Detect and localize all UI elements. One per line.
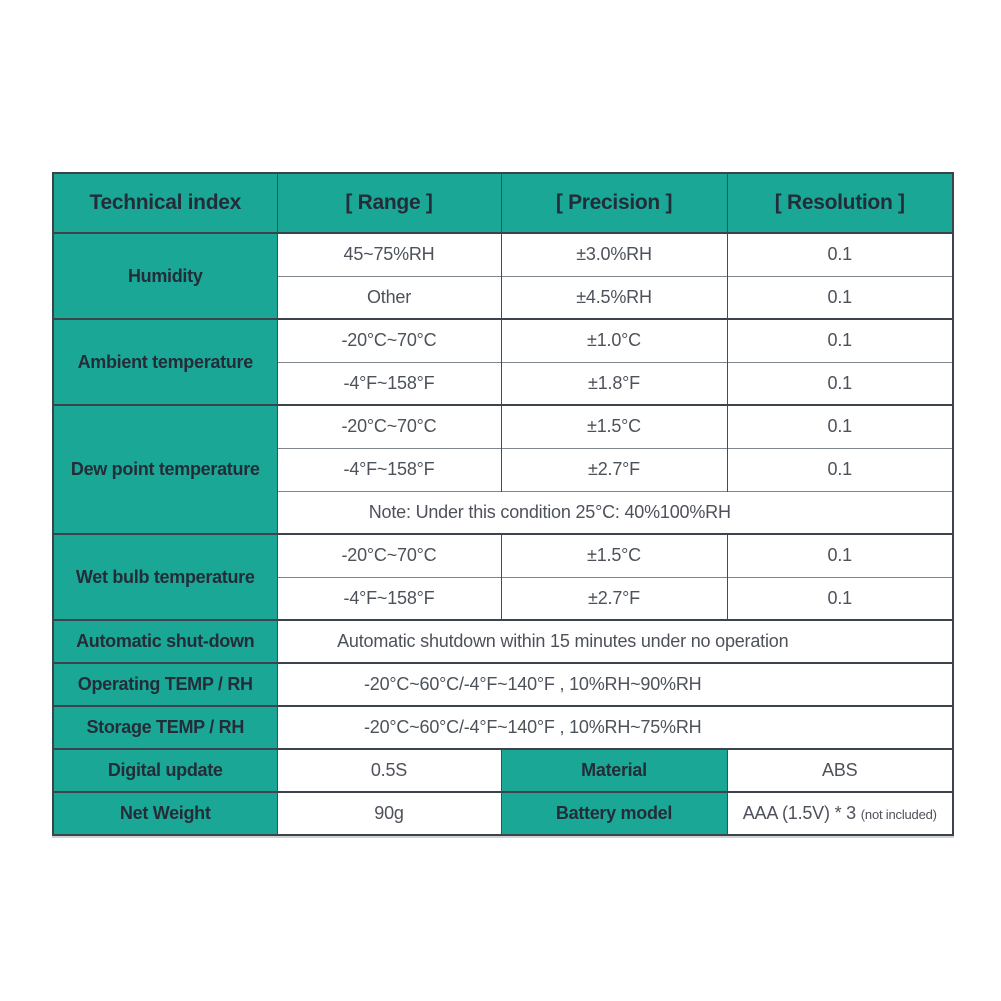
battery-model-main: AAA (1.5V) * 3: [742, 803, 861, 823]
dew-resolution-2: 0.1: [727, 448, 953, 491]
digital-update-value: 0.5S: [277, 749, 501, 792]
humidity-precision-2: ±4.5%RH: [501, 276, 727, 319]
material-label: Material: [501, 749, 727, 792]
operating-label: Operating TEMP / RH: [53, 663, 277, 706]
header-technical-index: Technical index: [53, 173, 277, 233]
net-weight-label: Net Weight: [53, 792, 277, 835]
digital-material-row: [53, 749, 953, 792]
ambient-range-1: -20°C~70°C: [277, 319, 501, 362]
wet-precision-1: ±1.5°C: [501, 534, 727, 577]
auto-shutdown-row: [53, 620, 953, 663]
dew-row-1: [53, 405, 953, 448]
header-row: [53, 173, 953, 233]
operating-row: [53, 663, 953, 706]
wet-resolution-2: 0.1: [727, 577, 953, 620]
battery-model-note: (not included): [860, 807, 937, 822]
humidity-row-1: [53, 233, 953, 276]
weight-battery-row: [53, 792, 953, 835]
wet-label: Wet bulb temperature: [53, 534, 277, 620]
storage-label: Storage TEMP / RH: [53, 706, 277, 749]
wet-resolution-1: 0.1: [727, 534, 953, 577]
humidity-precision-1: ±3.0%RH: [501, 233, 727, 276]
dew-note: Note: Under this condition 25°C: 40%100%RH: [277, 491, 953, 534]
header-resolution: [ Resolution ]: [727, 173, 953, 233]
humidity-resolution-2: 0.1: [727, 276, 953, 319]
humidity-label: Humidity: [53, 233, 277, 319]
operating-value: -20°C~60°C/-4°F~140°F , 10%RH~90%RH: [277, 663, 953, 706]
ambient-resolution-2: 0.1: [727, 362, 953, 405]
dew-range-2: -4°F~158°F: [277, 448, 501, 491]
net-weight-value: 90g: [277, 792, 501, 835]
auto-shutdown-label: Automatic shut-down: [53, 620, 277, 663]
dew-precision-2: ±2.7°F: [501, 448, 727, 491]
ambient-row-1: [53, 319, 953, 362]
spec-table: [52, 172, 954, 836]
header-range: [ Range ]: [277, 173, 501, 233]
wet-range-1: -20°C~70°C: [277, 534, 501, 577]
storage-value: -20°C~60°C/-4°F~140°F , 10%RH~75%RH: [277, 706, 953, 749]
ambient-precision-2: ±1.8°F: [501, 362, 727, 405]
wet-precision-2: ±2.7°F: [501, 577, 727, 620]
dew-label: Dew point temperature: [53, 405, 277, 534]
humidity-range-2: Other: [277, 276, 501, 319]
storage-row: [53, 706, 953, 749]
battery-model-value: [727, 792, 953, 835]
ambient-label: Ambient temperature: [53, 319, 277, 405]
wet-row-1: [53, 534, 953, 577]
dew-precision-1: ±1.5°C: [501, 405, 727, 448]
wet-range-2: -4°F~158°F: [277, 577, 501, 620]
header-precision: [ Precision ]: [501, 173, 727, 233]
auto-shutdown-value: Automatic shutdown within 15 minutes under no operation: [277, 620, 953, 663]
ambient-range-2: -4°F~158°F: [277, 362, 501, 405]
ambient-precision-1: ±1.0°C: [501, 319, 727, 362]
dew-range-1: -20°C~70°C: [277, 405, 501, 448]
battery-model-label: Battery model: [501, 792, 727, 835]
digital-update-label: Digital update: [53, 749, 277, 792]
humidity-resolution-1: 0.1: [727, 233, 953, 276]
material-value: ABS: [727, 749, 953, 792]
humidity-range-1: 45~75%RH: [277, 233, 501, 276]
dew-resolution-1: 0.1: [727, 405, 953, 448]
ambient-resolution-1: 0.1: [727, 319, 953, 362]
